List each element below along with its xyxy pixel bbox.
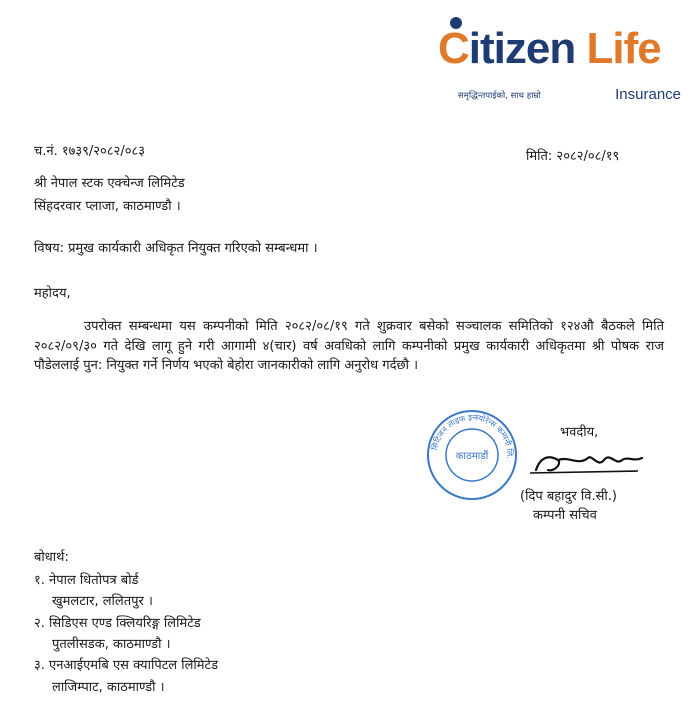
signatory-title: कम्पनी सचिव — [533, 508, 597, 523]
recipient-line-2: सिंहदरवार प्लाजा, काठमाण्डौ । — [34, 199, 181, 214]
stamp-center-text: काठमाडौं — [455, 451, 489, 462]
cc-item-1: १. नेपाल धितोपत्र बोर्ड — [34, 573, 139, 588]
reference-number: च.नं. १७३९/२०८२/०८३ — [34, 144, 145, 159]
closing-regards: भवदीय, — [560, 425, 599, 440]
logo-insurance: Insurance — [615, 86, 681, 103]
cc-item-3-address: लाजिम्पाट, काठमाण्डौ । — [52, 680, 165, 695]
company-stamp — [425, 408, 519, 502]
company-logo — [430, 12, 685, 107]
recipient-line-1: श्री नेपाल स्टक एक्चेन्ज लिमिटेड — [34, 176, 185, 191]
stamp-ring-text: सिटिजन लाइफ इन्स्योरेन्स कम्पनी लि. — [430, 412, 515, 460]
signatory-name: (दिप बहादुर वि.सी.) — [520, 489, 617, 504]
cc-item-2: २. सिडिएस एण्ड क्लियरिङ्ग लिमिटेड — [34, 616, 201, 631]
letter-date: मिति: २०८२/०८/१९ — [526, 149, 620, 164]
cc-item-3: ३. एनआईएमबि एस क्यापिटल लिमिटेड — [34, 658, 219, 673]
cc-item-2-address: पुतलीसडक, काठमाण्डौ । — [52, 637, 171, 652]
salutation: महोदय, — [34, 286, 71, 301]
logo-wordmark: Citizen Life — [438, 24, 661, 73]
subject-line: विषय: प्रमुख कार्यकारी अधिकृत नियुक्त गरिएको सम्बन्धमा । — [34, 241, 318, 256]
handwritten-signature — [518, 440, 648, 484]
cc-heading: बोधार्थ: — [34, 550, 69, 565]
body-paragraph: उपरोक्त सम्बन्धमा यस कम्पनीको मिति २०८२/०८/१९ गते शुक्रवार बसेको सञ्चालक समितिको १२४औ बैठकले मिति २०८२/०९/३० गते देखि लागू हुने गरी आगामी ४(चार) वर्ष अवधिको लागि कम्पनीको प्रमुख कार्यकारी अधिकृतमा श्री पोषक राज पौडेललाई पुन: नियुक्त गर्ने निर्णय भएको बेहोरा जानकारीको लागि अनुरोध गर्दछौ । — [34, 319, 664, 373]
logo-tagline: समृद्धिन्तपाईको, साथ हाम्रो — [458, 91, 541, 101]
cc-item-1-address: खुमलटार, ललितपुर । — [52, 594, 153, 609]
